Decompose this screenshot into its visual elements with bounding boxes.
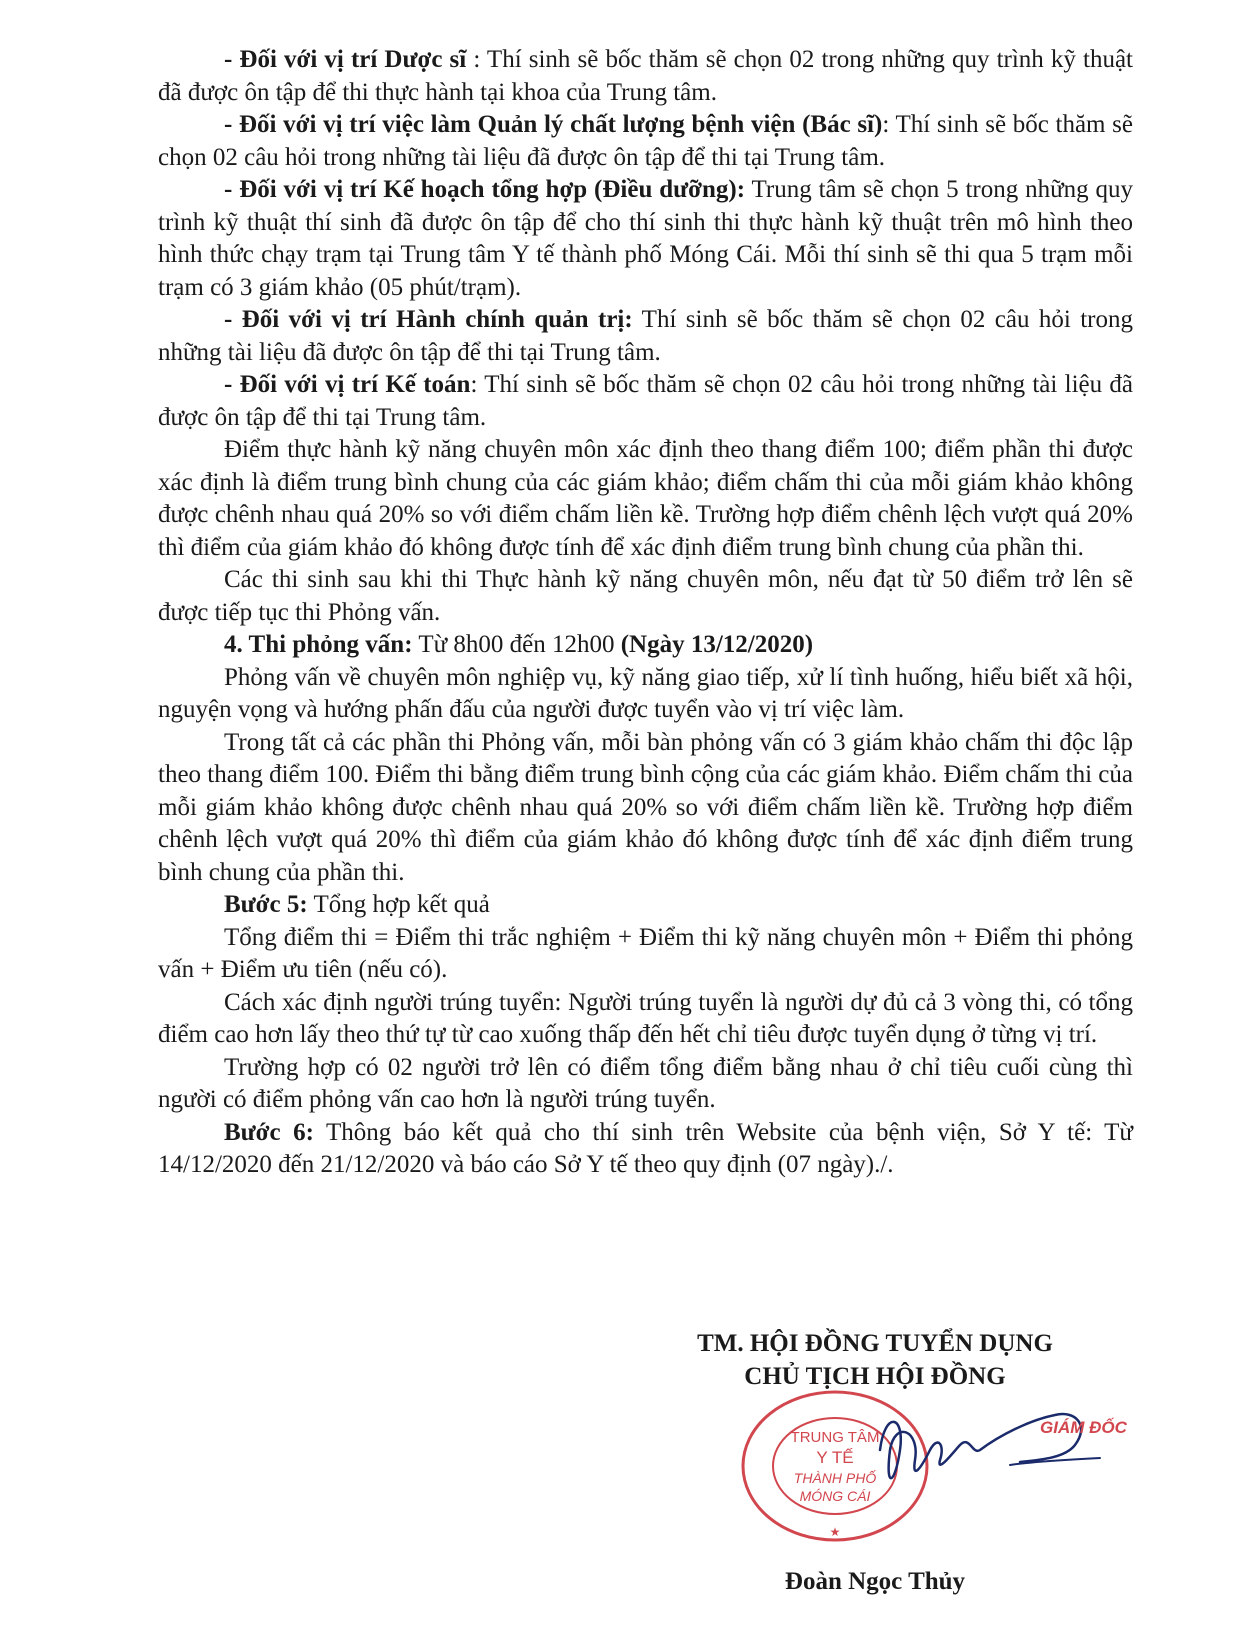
seal-text: MÓNG CÁI [799, 1488, 871, 1504]
paragraph-cham-phong-van [158, 727, 1133, 890]
signature-org-line: TM. HỘI ĐỒNG TUYỂN DỤNG [697, 1330, 1053, 1357]
section-heading-time: Từ 8h00 đến 12h00 [412, 631, 621, 658]
paragraph-tong-diem [158, 922, 1133, 987]
paragraph-ke-toan [158, 369, 1133, 434]
step-label: Bước 6: [224, 1118, 314, 1146]
paragraph-diem-bang-nhau [158, 1052, 1133, 1117]
paragraph-noi-dung-phong-van [158, 662, 1133, 727]
paragraph-bold-lead: - Đối với vị trí Kế hoạch tổng hợp (Điều dưỡng): [224, 176, 746, 203]
paragraph-text: Các thi sinh sau khi thi Thực hành kỹ năng chuyên môn, nếu đạt từ 50 điểm trở lên sẽ được tiếp tục thi Phỏng vấn. [158, 566, 1133, 626]
paragraph-text: Thí sinh sẽ bốc thăm sẽ chọn 02 câu hỏi trong những tài liệu đã được ôn tập để thi tại Trung tâm. [158, 306, 1133, 366]
section-heading-label: 4. Thi phỏng vấn: [224, 631, 413, 658]
paragraph-dieu-kien-phong-van [158, 564, 1133, 629]
paragraph-bold-lead: - Đối với vị trí Dược sĩ [224, 46, 467, 73]
paragraph-quan-ly-chat-luong [158, 109, 1133, 174]
paragraph-text: : Thí sinh sẽ bốc thăm sẽ chọn 02 trong những quy trình kỹ thuật đã được ôn tập để thi thực hành tại khoa của Trung tâm. [158, 46, 1133, 106]
stamp-label: GIÁM ĐỐC [1040, 1418, 1127, 1437]
paragraph-text: Thông báo kết quả cho thí sinh trên Website của bệnh viện, Sở Y tế: Từ 14/12/2020 đến 21/12/2020 và báo cáo Sở Y tế theo quy định (07 ngày)./. [158, 1118, 1133, 1178]
handwritten-signature-icon [860, 1390, 1110, 1510]
paragraph-text: Điểm thực hành kỹ năng chuyên môn xác định theo thang điểm 100; điểm phần thi được xác định là điểm trung bình chung của các giám khảo; điểm chấm thi của mỗi giám khảo không được chênh nhau quá 20% so với điểm chấm liền kề. Trường hợp điểm chênh lệch vượt quá 20% thì điểm của giám khảo đó không được tính để xác định điểm trung bình chung của phần thi. [158, 436, 1133, 561]
paragraph-diem-thuc-hanh [158, 434, 1133, 564]
section-heading-date: (Ngày 13/12/2020) [620, 631, 814, 658]
signatory-name: Đoàn Ngọc Thủy [784, 1568, 966, 1595]
paragraph-text: Trong tất cả các phần thi Phỏng vấn, mỗi bàn phỏng vấn có 3 giám khảo chấm thi độc lập theo thang điểm 100. Điểm thi bằng điểm trung bình cộng của các giám khảo. Điểm chấm thi của mỗi giám khảo không được chênh nhau quá 20% so với điểm chấm liền kề. Trường hợp điểm chênh lệch vượt quá 20% thì điểm của giám khảo đó không được tính để xác định điểm trung bình chung của phần thi. [158, 728, 1133, 886]
paragraph-text: : Thí sinh sẽ bốc thăm sẽ chọn 02 câu hỏi trong những tài liệu đã được ôn tập để thi tại Trung tâm. [158, 371, 1134, 431]
seal-text: THÀNH PHỐ [793, 1470, 877, 1486]
paragraph-bold-lead: - Đối với vị trí Kế toán [224, 371, 471, 398]
seal-text: TRUNG TÂM [790, 1429, 880, 1446]
paragraph-bold-lead: - Đối với vị trí Hành chính quản trị: [224, 306, 633, 333]
paragraph-text: Phỏng vấn về chuyên môn nghiệp vụ, kỹ năng giao tiếp, xử lí tình huống, hiểu biết xã hội, nguyện vọng và hướng phấn đấu của người được tuyển vào vị trí việc làm. [158, 663, 1133, 723]
paragraph-text: Trung tâm sẽ chọn 5 trong những quy trình kỹ thuật thí sinh đã được ôn tập để cho thí sinh thi thực hành kỹ thuật trên mô hình theo hình thức chạy trạm tại Trung tâm Y tế thành phố Móng Cái. Mỗi thí sinh sẽ thi qua 5 trạm mỗi trạm có 3 giám khảo (05 phút/trạm). [158, 176, 1133, 301]
paragraph-bold-lead: - Đối với vị trí việc làm Quản lý chất lượng bệnh viện (Bác sĩ) [224, 111, 883, 138]
step-heading-buoc-6 [158, 1117, 1133, 1182]
svg-text:★: ★ [829, 1525, 841, 1539]
step-label: Bước 5: [224, 891, 308, 918]
paragraph-text: : Thí sinh sẽ bốc thăm sẽ chọn 02 câu hỏi trong những tài liệu đã được ôn tập để thi tại Trung tâm. [158, 111, 1134, 171]
seal-text: Y TẾ [816, 1448, 854, 1467]
paragraph-xac-dinh-trung-tuyen [158, 987, 1133, 1052]
step-heading-buoc-5 [158, 889, 1133, 922]
paragraph-ke-hoach-tong-hop [158, 174, 1133, 304]
paragraph-text: Cách xác định người trúng tuyển: Người trúng tuyển là người dự đủ cả 3 vòng thi, có tổng điểm cao hơn lấy theo thứ tự từ cao xuống thấp đến hết chỉ tiêu được tuyển dụng ở từng vị trí. [158, 988, 1133, 1048]
paragraph-text: Trường hợp có 02 người trở lên có điểm tổng điểm bằng nhau ở chỉ tiêu cuối cùng thì người có điểm phỏng vấn cao hơn là người trúng tuyển. [158, 1053, 1133, 1113]
paragraph-hanh-chinh-quan-tri [158, 304, 1133, 369]
paragraph-duoc-si [158, 44, 1133, 109]
document-body [158, 44, 1133, 1182]
section-heading-thi-phong-van [158, 629, 1133, 662]
step-title: Tổng hợp kết quả [307, 891, 490, 918]
signature-title-line: CHỦ TỊCH HỘI ĐỒNG [744, 1363, 1006, 1390]
paragraph-text: Tổng điểm thi = Điểm thi trắc nghiệm + Điểm thi kỹ năng chuyên môn + Điểm thi phỏng vấn + Điểm ưu tiên (nếu có). [158, 923, 1133, 983]
